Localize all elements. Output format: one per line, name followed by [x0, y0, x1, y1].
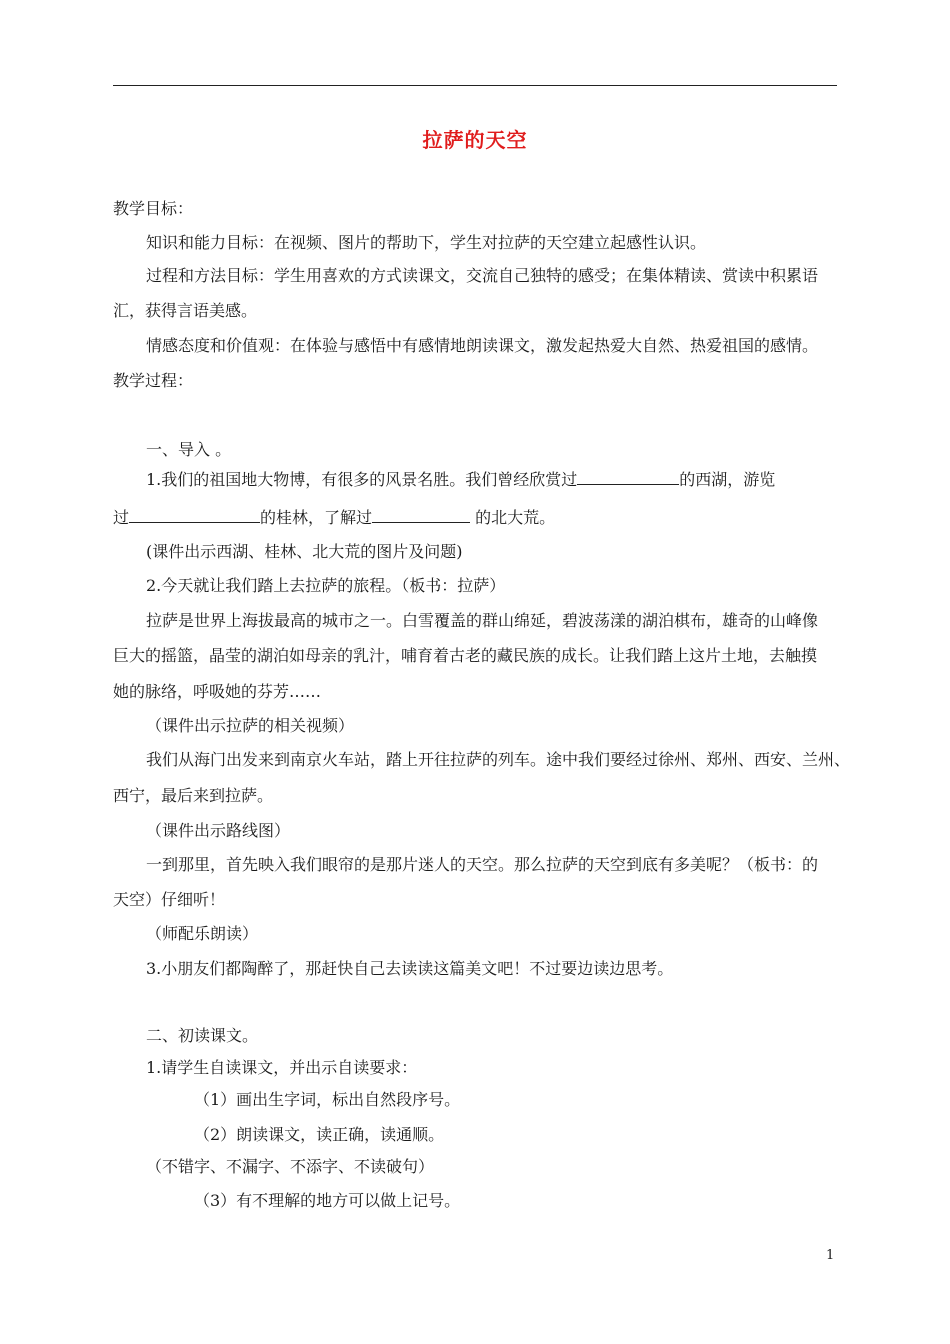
- list-item: （1）画出生字词，标出自然段序号。: [194, 1090, 461, 1109]
- paragraph-line: 巨大的摇篮，晶莹的湖泊如母亲的乳汁，哺育着古老的藏民族的成长。让我们踏上这片土地，去触摸: [113, 646, 818, 665]
- paragraph-line: （课件出示拉萨的相关视频）: [146, 716, 355, 735]
- paragraph-line: 西宁，最后来到拉萨。: [113, 786, 274, 805]
- paragraph-line: 1.请学生自读课文，并出示自读要求：: [146, 1058, 418, 1077]
- section-heading-reading: 二、初读课文。: [146, 1026, 259, 1045]
- paragraph-line: 知识和能力目标：在视频、图片的帮助下，学生对拉萨的天空建立起感性认识。: [146, 233, 707, 252]
- paragraph-line: 我们从海门出发来到南京火车站，踏上开往拉萨的列车。途中我们要经过徐州、郑州、西安、兰州、: [146, 750, 851, 769]
- paragraph-line: 汇，获得言语美感。: [113, 301, 258, 320]
- paragraph-line: [146, 470, 775, 490]
- text-segment: 的桂林，了解过: [260, 508, 373, 527]
- list-item: （3）有不理解的地方可以做上记号。: [194, 1191, 461, 1210]
- header-rule: [113, 85, 837, 86]
- section-heading-goals: 教学目标：: [113, 199, 194, 218]
- paragraph-line: 天空）仔细听！: [113, 890, 226, 909]
- fill-in-blank: [129, 508, 260, 523]
- fill-in-blank: [577, 470, 679, 485]
- paragraph-line: （课件出示路线图）: [146, 821, 291, 840]
- paragraph-line: 情感态度和价值观：在体验与感悟中有感情地朗读课文，激发起热爱大自然、热爱祖国的感情。: [146, 336, 819, 355]
- paragraph-line: (课件出示西湖、桂林、北大荒的图片及问题): [146, 542, 463, 561]
- paragraph-line: 3.小朋友们都陶醉了，那赶快自己去读读这篇美文吧！不过要边读边思考。: [146, 959, 674, 978]
- section-heading-intro: 一、导入 。: [146, 440, 232, 459]
- paragraph-line: 过程和方法目标：学生用喜欢的方式读课文，交流自己独特的感受；在集体精读、赏读中积累语: [146, 266, 819, 285]
- paragraph-line: 一到那里，首先映入我们眼帘的是那片迷人的天空。那么拉萨的天空到底有多美呢？（板书：的: [146, 855, 819, 874]
- paragraph-line: 她的脉络，呼吸她的芬芳……: [113, 682, 322, 701]
- text-segment: 过: [113, 508, 130, 527]
- document-title: 拉萨的天空: [422, 128, 528, 152]
- paragraph-line: 拉萨是世界上海拔最高的城市之一。白雪覆盖的群山绵延，碧波荡漾的湖泊棋布，雄奇的山峰像: [146, 611, 819, 630]
- paragraph-line: （师配乐朗读）: [146, 924, 259, 943]
- fill-in-blank: [372, 508, 470, 523]
- paragraph-line: 2.今天就让我们踏上去拉萨的旅程。（板书：拉萨）: [146, 576, 506, 595]
- text-segment: 1.我们的祖国地大物博，有很多的风景名胜。我们曾经欣赏过: [146, 470, 578, 489]
- section-heading-process: 教学过程：: [113, 371, 194, 390]
- list-item: （2）朗读课文，读正确，读通顺。: [194, 1125, 445, 1144]
- paragraph-line: （不错字、不漏字、不添字、不读破句）: [146, 1157, 435, 1176]
- page-number: 1: [826, 1248, 835, 1263]
- text-segment: 的北大荒。: [470, 508, 556, 527]
- text-segment: 的西湖，游览: [679, 470, 776, 489]
- paragraph-line: [113, 508, 555, 528]
